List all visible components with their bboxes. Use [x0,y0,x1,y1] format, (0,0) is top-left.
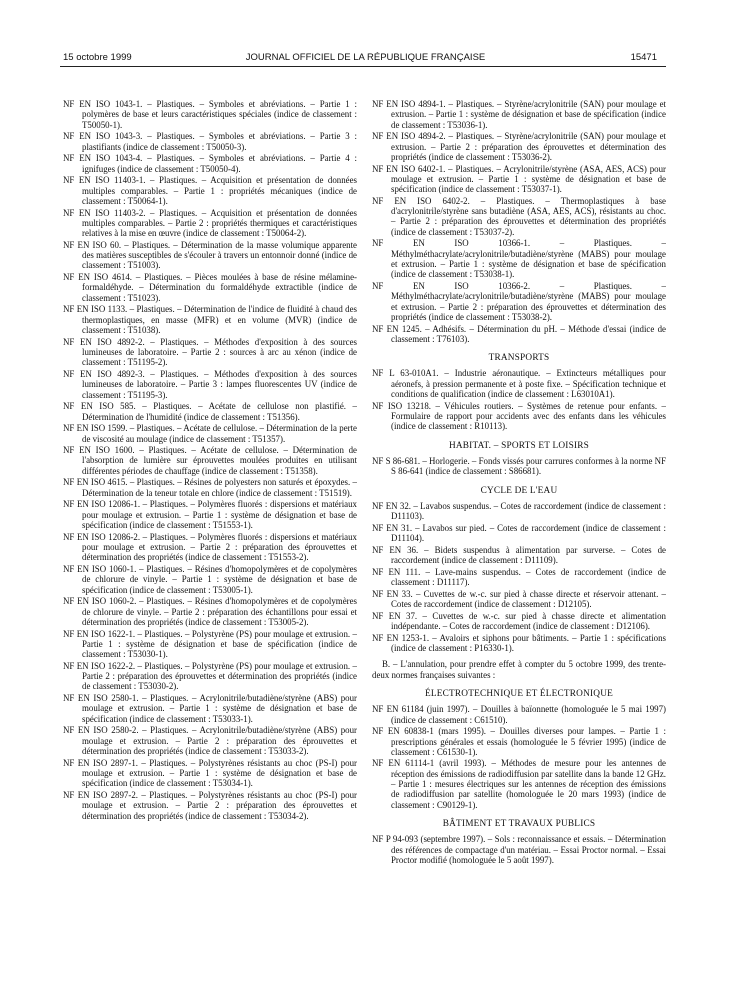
norm-entry: NF EN ISO 2580-1. – Plastiques. – Acrylonitrile/butadiène/styrène (ABS) pour moulage et extrusion. – Partie 1 : système de désignation et base de spécification (indice de classement : T53033-1). [63,693,357,724]
norm-entry: NF EN ISO 4614. – Plastiques. – Pièces moulées à base de résine mélamine-formaldéhyde. – Détermination du formaldéhyde extractible (indice de classement : T51023). [63,272,357,303]
norm-entry: NF EN ISO 4615. – Plastiques. – Résines de polyesters non saturés et époxydes. – Détermination de la teneur totale en chlore (indice de classement : T51519). [63,477,357,498]
norm-entry: NF EN 111. – Lave-mains suspendus. – Cotes de raccordement (indice de classement : D11117). [372,566,666,588]
norm-entry: NF EN 32. – Lavabos suspendus. – Cotes de raccordement (indice de classement : D11103). [372,500,666,522]
section-heading-habitat: HABITAT. – SPORTS ET LOISIRS [448,440,590,451]
norm-entry: NF EN ISO 1060-1. – Plastiques. – Résines d'homopolymères et de copolymères de chlorure de vinyle. – Partie 1 : système de désignation et base de spécification (indice de classement : T53005-1). [63,564,357,595]
header-rule [60,66,666,67]
norm-entry: NF EN ISO 585. – Plastiques. – Acétate de cellulose non plastifié. – Détermination de l'humidité (indice de classement : T51356). [63,401,357,422]
norm-entry: NF EN ISO 4894-2. – Plastiques. – Styrène/acrylonitrile (SAN) pour moulage et extrusion. – Partie 2 : préparation des éprouvettes et détermination des propriétés (indice de classement : T53036-2). [372,131,666,162]
norm-entry: NF EN ISO 2897-2. – Plastiques. – Polystyrènes résistants au choc (PS-I) pour moulage et extrusion. – Partie 2 : préparation des éprouvettes et détermination des propriétés (indice de classement : T53034-2). [63,789,357,821]
norm-entry: NF S 86-681. – Horlogerie. – Fonds vissés pour carrures conformes à la norme NF S 86-641 (indice de classement : S86681). [372,455,666,477]
norm-entry: NF EN ISO 1060-2. – Plastiques. – Résines d'homopolymères et de copolymères de chlorure de vinyle. – Partie 2 : préparation des échantillons pour essai et détermination des propriétés (indice de classement : T53005-2). [63,596,357,627]
norm-entry: NF EN ISO 1133. – Plastiques. – Détermination de l'indice de fluidité à chaud des thermoplastiques, en masse (MFR) et en volume (MVR) (indice de classement : T51038). [63,304,357,335]
section-heading-transports: TRANSPORTS [488,353,550,364]
norm-entry: NF EN 31. – Lavabos sur pied. – Cotes de raccordement (indice de classement : D11104). [372,522,666,544]
journal-title: JOURNAL OFFICIEL DE LA RÉPUBLIQUE FRANÇAISE [245,52,486,63]
norm-entry: NF EN 1245. – Adhésifs. – Détermination du pH. – Méthode d'essai (indice de classement : T76103). [372,323,666,344]
issue-date: 15 octobre 1999 [63,52,132,63]
norm-entry: NF EN ISO 12086-1. – Plastiques. – Polymères fluorés : dispersions et matériaux pour moulage et extrusion. – Partie 1 : système de désignation et base de spécification (indice de classement : T51553-1). [63,499,357,531]
right-column [372,99,666,867]
norm-entry: NF ISO 13218. – Véhicules routiers. – Systèmes de retenue pour enfants. – Formulaire de rapport pour accidents avec des enfants dans les véhicules (indice de classement : R10113). [372,400,666,432]
norm-entry: NF EN ISO 4894-1. – Plastiques. – Styrène/acrylonitrile (SAN) pour moulage et extrusion. – Partie 1 : système de désignation et base de spécification (indice de classement : T53036-1). [372,99,666,130]
norm-entry: NF EN ISO 6402-1. – Plastiques. – Acrylonitrile/styrène (ASA, AES, ACS) pour moulage et extrusion. – Partie 1 : système de désignation et base de spécification (indice de classement : T53037-1). [372,163,666,195]
norm-entry: NF EN ISO 6402-2. – Plastiques. – Thermoplastiques à base d'acrylonitrile/styrène sans butadiène (ASA, AES, ACS), résistants au choc. – Partie 2 : préparation des éprouvettes et détermination des propriétés (indice de classement : T53037-2). [372,195,666,237]
norm-entry: NF EN 61114-1 (avril 1993). – Méthodes de mesure pour les antennes de réception des émissions de radiodiffusion par satellite dans la bande 12 GHz. – Partie 1 : mesures électriques sur les antennes de réception des émissions de radiodiffusion par satellite (homologuée le 20 mars 1993) (indice de classement : C90129-1). [372,758,666,810]
norm-entry: NF EN ISO 2897-1. – Plastiques. – Polystyrènes résistants au choc (PS-I) pour moulage et extrusion. – Partie 1 : système de désignation et base de spécification (indice de classement : T53034-1). [63,757,357,789]
norm-entry: NF EN ISO 1599. – Plastiques. – Acétate de cellulose. – Détermination de la perte de viscosité au moulage (indice de classement : T51357). [63,423,357,444]
norm-entry: NF EN 1253-1. – Avaloirs et siphons pour bâtiments. – Partie 1 : spécifications (indice de classement : P16330-1). [372,632,666,654]
page-number: 15471 [630,52,657,63]
norm-entry: NF EN ISO 1600. – Plastiques. – Acétate de cellulose. – Détermination de l'absorption de lumière sur éprouvettes moulées produites en utilisant différentes périodes de chauffage (indice de classement : T51358). [63,445,357,476]
section-heading-eau: CYCLE DE L'EAU [480,485,558,496]
section-heading-electro: ÉLECTROTECHNIQUE ET ÉLECTRONIQUE [424,688,613,699]
norm-entry: NF EN ISO 1043-4. – Plastiques. – Symboles et abréviations. – Partie 4 : ignifuges (indice de classement : T50050-4). [63,153,357,174]
norm-entry: NF EN ISO 1043-1. – Plastiques. – Symboles et abréviations. – Partie 1 : polymères de base et leurs caractéristiques spéciales (indice de classement : T50050-1). [63,99,357,130]
norm-entry: NF EN ISO 1622-2. – Plastiques. – Polystyrène (PS) pour moulage et extrusion. – Partie 2 : préparation des éprouvettes et détermination des propriétés (indice de classement : T53030-2). [63,660,357,692]
norm-entry: NF P 94-093 (septembre 1997). – Sols : reconnaissance et essais. – Détermination des références de compactage d'un matériau. – Essai Proctor normal. – Essai Proctor modifié (homologuée le 5 août 1997). [372,834,666,865]
norm-entry: NF EN 60838-1 (mars 1995). – Douilles diverses pour lampes. – Partie 1 : prescriptions générales et essais (homologuée le 5 février 1995) (indice de classement : C61530-1). [372,726,666,757]
section-heading-batiment: BÂTIMENT ET TRAVAUX PUBLICS [442,818,596,829]
norm-entry: NF EN ISO 11403-2. – Plastiques. – Acquisition et présentation de données multiples comparables. – Partie 2 : propriétés thermiques et caractéristiques relatives à la mise en œuvre (indice de classement : T50064-2). [63,207,357,239]
norm-entry: NF EN 36. – Bidets suspendus à alimentation par surverse. – Cotes de raccordement (indice de classement : D11109). [372,544,666,566]
norm-entry: NF L 63-010A1. – Industrie aéronautique. – Extincteurs métalliques pour aéronefs, à pression permanente et à poste fixe. – Spécification technique et conditions de qualification (indice de classement : L63010A1). [372,368,666,400]
page-header [0,52,731,66]
norm-entry: NF EN 33. – Cuvettes de w.-c. sur pied à chasse directe et réservoir attenant. – Cotes de raccordement (indice de classement : D12105). [372,588,666,610]
left-column [63,99,357,822]
norm-entry: NF EN ISO 4892-3. – Plastiques. – Méthodes d'exposition à des sources lumineuses de laboratoire. – Partie 3 : lampes fluorescentes UV (indice de classement : T51195-3). [63,368,357,400]
norm-entry: NF EN ISO 2580-2. – Plastiques. – Acrylonitrile/butadiène/styrène (ABS) pour moulage et extrusion. – Partie 2 : préparation des éprouvettes et détermination des propriétés (indice de classement : T53033-2). [63,725,357,757]
norm-entry: NF EN ISO 60. – Plastiques. – Détermination de la masse volumique apparente des matières susceptibles de s'écouler à travers un entonnoir donné (indice de classement : T51003). [63,239,357,271]
norm-entry: NF EN ISO 4892-2. – Plastiques. – Méthodes d'exposition à des sources lumineuses de laboratoire. – Partie 2 : sources à arc au xénon (indice de classement : T51195-2). [63,336,357,368]
norm-entry: NF EN 61184 (juin 1997). – Douilles à baïonnette (homologuée le 5 mai 1997) (indice de classement : C61510). [372,704,666,725]
norm-entry: NF EN ISO 11403-1. – Plastiques. – Acquisition et présentation de données multiples comparables. – Partie 1 : propriétés mécaniques (indice de classement : T50064-1). [63,175,357,206]
norm-entry: NF EN ISO 1043-3. – Plastiques. – Symboles et abréviations. – Partie 3 : plastifiants (indice de classement : T50050-3). [63,131,357,152]
norm-entry: NF EN ISO 1622-1. – Plastiques. – Polystyrène (PS) pour moulage et extrusion. – Partie 1 : système de désignation et base de spécification (indice de classement : T53030-1). [63,628,357,660]
annulation-paragraph: B. – L'annulation, pour prendre effet à compter du 5 octobre 1999, des trente-deux normes françaises suivantes : [372,659,666,680]
norm-entry: NF EN ISO 12086-2. – Plastiques. – Polymères fluorés : dispersions et matériaux pour moulage et extrusion. – Partie 2 : préparation des éprouvettes et détermination des propriétés (indice de classement : T51553-2). [63,531,357,563]
norm-entry: NF EN ISO 10366-2. – Plastiques. – Méthylméthacrylate/acrylonitrile/butadiène/styrène (MABS) pour moulage et extrusion. – Partie 2 : préparation des éprouvettes et détermination des propriétés (indice de classement : T53038-2). [372,281,666,322]
norm-entry: NF EN ISO 10366-1. – Plastiques. – Méthylméthacrylate/acrylonitrile/butadiène/styrène (MABS) pour moulage et extrusion. – Partie 1 : système de désignation et base de spécification (indice de classement : T53038-1). [372,238,666,280]
norm-entry: NF EN 37. – Cuvettes de w.-c. sur pied à chasse directe et alimentation indépendante. – Cotes de raccordement (indice de classement : D12106). [372,610,666,632]
